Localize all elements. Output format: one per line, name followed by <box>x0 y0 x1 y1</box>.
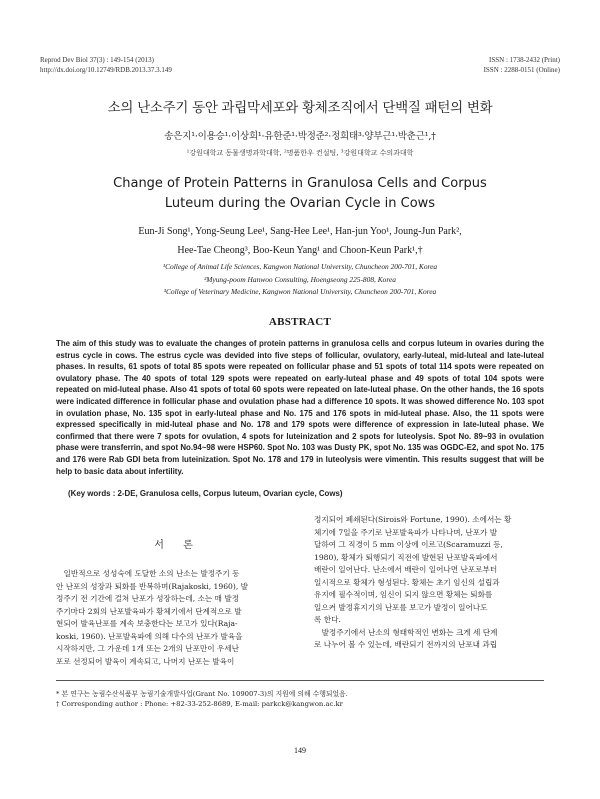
body-line: 일으켜 발정휴지기의 난포를 보고가 발정이 일어나도 <box>314 602 488 612</box>
body-line: koski, 1960). 난포발육파에 의해 다수의 난포가 발육을 <box>56 631 243 641</box>
body-line: 배란이 일어난다. 난소에서 배란이 일어나면 난포로부터 <box>314 565 498 574</box>
footnote-divider <box>56 680 544 681</box>
korean-authors: 송은지¹·이용승¹·이상희¹·유한준¹·박정준²·정희태³·양부근¹·박춘근¹,† <box>164 131 436 142</box>
body-line: 로 나누어 볼 수 있는데, 배란되기 전까지의 난포내 과립 <box>314 640 498 649</box>
abstract-text: The aim of this study was to evaluate the changes of protein patterns in granulosa cells and corpus luteum in ovaries during the estrus cycle in cows. The estrus cycle was devided into five steps of follicular, ovulatory, early-luteal, mid-luteal and late-luteal phases. In results, 61 spots of total 85 spots were repeated on follicular phase and 51 spots of total 114 spots were repeated on ovulatory phase. The 40 spots of total 129 spots were repeated on early-luteal phase and 49 spots of total 104 spots were repeated on mid-luteal phase. Also 41 spots of total 60 spots were repeated on late-luteal phase. On the other hands, the 16 spots were indicated difference in follicular phase and ovulation phase had a difference 10 spots. It was showed difference No. 103 spot in ovulation phase, No. 135 spot in early-luteal phase and No. 175 and 176 spots in mid-luteal phase. Also, the 11 spots were expressed specifically in mid-luteal phase and No. 178 and 179 spots were difference of expression in late-luteal phase. We confirmed that there were 7 spots for ovulation, 4 spots for luteinization and 2 spots for luteolysis. Spot No. 89~93 in ovulation phase were transferrin, and spot No.94~98 were HSP60. Spot No. 103 was Dusty PK, spot No. 135 was OGDC-E2, and spot No. 175 and 176 were Rab GDI beta from luteinization. Spot No. 178 and 179 in luteolysis were vimentin. This results suggest that will be help to basic data about infertility. <box>56 339 544 476</box>
journal-header-right <box>484 55 560 75</box>
issn-print: ISSN : 1738-2432 (Print) <box>489 56 560 64</box>
funding-footnote: * 본 연구는 농림수산식품부 농림기술개발사업(Grant No. 109007-3)의 지원에 의해 수행되었음. <box>56 690 348 698</box>
corresponding-author-footnote: † Corresponding author : Phone: +82-33-252-8689, E-mail: parkck@kangwon.ac.kr <box>56 700 343 708</box>
english-title-line-1: Change of Protein Patterns in Granulosa Cells and Corpus <box>113 176 487 191</box>
english-title <box>0 174 600 214</box>
body-line: 록 한다. <box>314 615 341 624</box>
body-line: 일시적으로 황체가 형성된다. 황체는 초기 임신의 설립과 <box>314 577 500 587</box>
body-line: 정주기 전 기간에 걸쳐 난포가 성장하는데, 소는 매 발정 <box>56 594 240 603</box>
left-column <box>56 568 299 668</box>
affiliation-1: ¹College of Animal Life Sciences, Kangwon National University, Chuncheon 200-701, Korea <box>162 262 438 271</box>
body-line: 안 난포의 성장과 퇴화를 반복하며(Rajakoski, 1960), 발 <box>56 581 248 591</box>
english-title-line-2: Luteum during the Ovarian Cycle in Cows <box>164 196 436 211</box>
english-authors-line-1: Eun-Ji Song¹, Yong-Seung Lee¹, Sang-Hee Lee¹, Han-jun Yoo¹, Joung-Jun Park², <box>138 226 462 237</box>
body-line: 주기마다 2회의 난포발육파가 황체기에서 단계적으로 발 <box>56 606 242 616</box>
body-line: 일반적으로 성성숙에 도달한 소의 난소는 발정주기 동 <box>56 569 240 578</box>
korean-affiliations: ¹강원대학교 동물생명과학대학, ²명품한우 컨설팅, ³강원대학교 수의과대학 <box>186 149 414 157</box>
right-column <box>314 514 558 652</box>
english-authors <box>0 222 600 260</box>
body-line: 1980), 황체가 퇴행되기 직전에 발현된 난포발육파에서 <box>314 552 498 562</box>
body-line: 체기에 7일을 주기로 난포발육파가 나타나며, 난포가 발 <box>314 527 498 537</box>
english-affiliations <box>0 261 600 299</box>
body-line: 현되어 발육난포를 계속 보충한다는 보고가 있다(Raja- <box>56 619 238 628</box>
korean-title: 소의 난소주기 동안 과립막세포와 황체조직에서 단백질 패턴의 변화 <box>107 100 493 116</box>
doi-link[interactable]: http://dx.doi.org/10.12749/RDB.2013.37.3.149 <box>40 66 172 74</box>
body-line: 시작하지만, 그 가운데 1개 또는 2개의 난포만이 우세난 <box>56 644 240 653</box>
english-authors-line-2: Hee-Tae Cheong³, Boo-Keun Yang¹ and Choon-Keun Park¹,† <box>177 245 423 256</box>
affiliation-3: ³College of Veterinary Medicine, Kangwon National University, Chuncheon 200-701, Korea <box>163 287 437 296</box>
journal-header-left <box>40 55 172 75</box>
body-line: 포로 선정되어 발육이 계속되고, 나머지 난포는 발육이 <box>56 656 235 666</box>
abstract-heading: ABSTRACT <box>268 316 332 328</box>
journal-citation: Reprod Dev Biol 37(3) : 149-154 (2013) <box>40 56 154 64</box>
introduction-heading: 서 론 <box>154 540 201 551</box>
affiliation-2: ²Myung-poom Hanwoo Consulting, Hoengseong 225-808, Korea <box>204 274 396 284</box>
issn-online: ISSN : 2288-0151 (Online) <box>483 66 560 74</box>
body-line: 달하여 그 직경이 5 mm 이상에 이르고(Scaramuzzi 등, <box>314 540 503 549</box>
body-line: 유지에 필수적이며, 임신이 되지 않으면 황체는 퇴화를 <box>314 590 493 599</box>
body-line: 정지되어 폐쇄된다(Sirois와 Fortune, 1990). 소에서는 황 <box>314 515 512 524</box>
page-number: 149 <box>294 746 306 755</box>
keywords: (Key words : 2-DE, Granulosa cells, Corpus luteum, Ovarian cycle, Cows) <box>68 489 343 498</box>
body-line: 발정주기에서 난소의 형태학적인 변화는 크게 세 단계 <box>314 627 498 637</box>
